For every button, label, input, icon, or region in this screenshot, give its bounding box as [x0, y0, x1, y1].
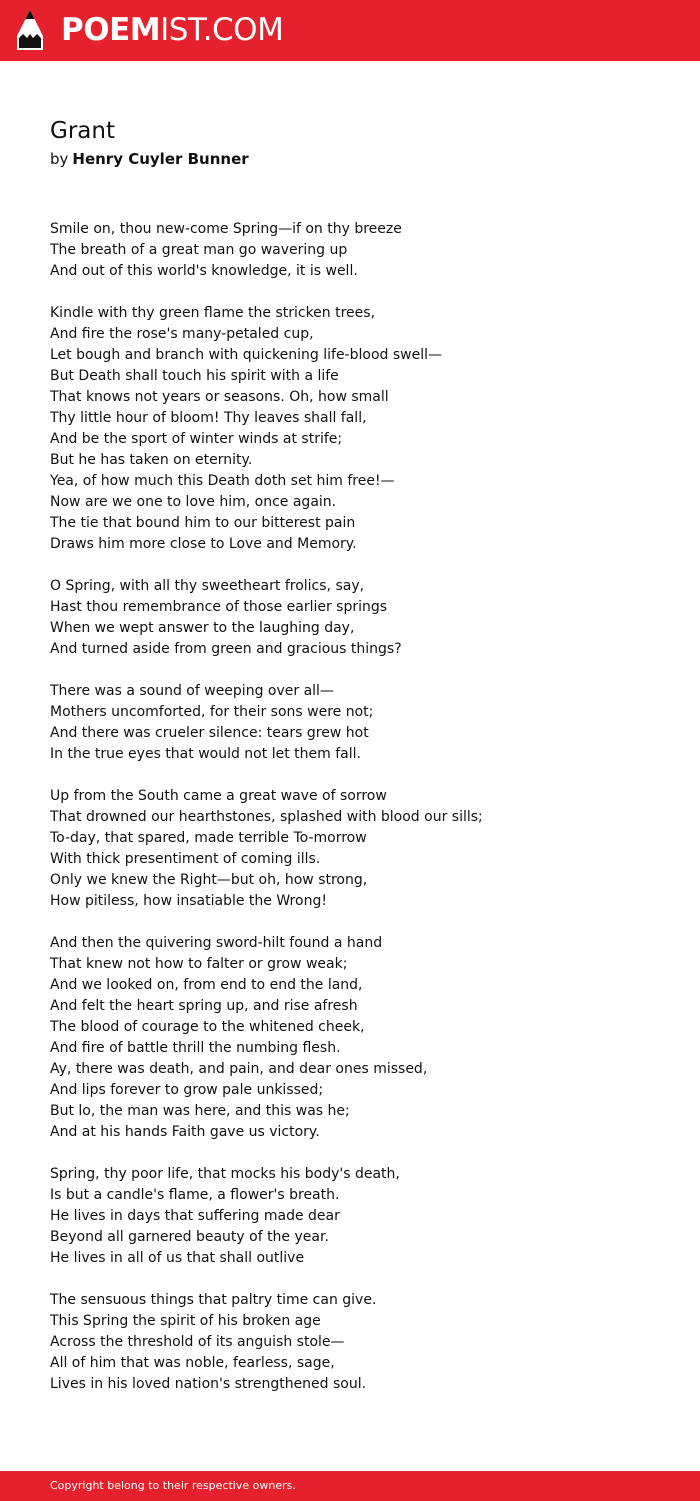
- poem-line: And at his hands Faith gave us victory.: [50, 1124, 320, 1140]
- poem-stanza: [50, 576, 670, 660]
- poem-line: Mothers uncomforted, for their sons were not;: [50, 704, 374, 720]
- poem-stanza: [50, 786, 670, 912]
- poem-line: Lives in his loved nation's strengthened soul.: [50, 1376, 367, 1392]
- poem-line: And be the sport of winter winds at strife;: [50, 431, 343, 447]
- poem-line: Only we knew the Right—but oh, how strong,: [50, 872, 368, 888]
- poem-line: And fire of battle thrill the numbing flesh.: [50, 1040, 341, 1056]
- poem-stanza: [50, 1290, 670, 1395]
- poem-line: That drowned our hearthstones, splashed with blood our sills;: [50, 809, 483, 825]
- pencil-tip-icon[interactable]: [16, 9, 44, 51]
- poem-title: Grant: [50, 118, 115, 144]
- poem-stanza: [50, 219, 670, 282]
- logo-light-text: IST.COM: [160, 12, 284, 48]
- poem-line: But Death shall touch his spirit with a life: [50, 368, 339, 384]
- poem-line: That knows not years or seasons. Oh, how small: [50, 389, 389, 405]
- poem-line: How pitiless, how insatiable the Wrong!: [50, 893, 327, 909]
- poem-line: But he has taken on eternity.: [50, 452, 253, 468]
- poem-byline: [50, 149, 249, 169]
- poem-line: But lo, the man was here, and this was he;: [50, 1103, 350, 1119]
- poem-line: Spring, thy poor life, that mocks his body's death,: [50, 1166, 400, 1182]
- poem-line: Now are we one to love him, once again.: [50, 494, 337, 510]
- poem-line: And lips forever to grow pale unkissed;: [50, 1082, 324, 1098]
- logo-bold-text: POEM: [61, 12, 161, 48]
- poem-stanza: [50, 933, 670, 1143]
- poem-line: O Spring, with all thy sweetheart frolics, say,: [50, 578, 365, 594]
- poem-line: And out of this world's knowledge, it is well.: [50, 263, 358, 279]
- poem-line: Beyond all garnered beauty of the year.: [50, 1229, 329, 1245]
- poem-line: The sensuous things that paltry time can give.: [50, 1292, 377, 1308]
- poem-line: And there was crueler silence: tears grew hot: [50, 725, 369, 741]
- poem-line: Across the threshold of its anguish stole—: [50, 1334, 345, 1350]
- poem-line: The breath of a great man go wavering up: [50, 242, 348, 258]
- site-logo[interactable]: [61, 12, 283, 48]
- poem-line: Let bough and branch with quickening life-blood swell—: [50, 347, 442, 363]
- poem-line: That knew not how to falter or grow weak;: [50, 956, 348, 972]
- byline-prefix: by: [50, 150, 69, 168]
- poem-line: He lives in days that suffering made dear: [50, 1208, 340, 1224]
- poem-line: Kindle with thy green flame the stricken trees,: [50, 305, 376, 321]
- poem-line: Up from the South came a great wave of sorrow: [50, 788, 387, 804]
- poem-line: Is but a candle's flame, a flower's breath.: [50, 1187, 340, 1203]
- poem-line: All of him that was noble, fearless, sage,: [50, 1355, 335, 1371]
- copyright-notice: Copyright belong to their respective owners.: [50, 1479, 296, 1492]
- poem-line: Hast thou remembrance of those earlier springs: [50, 599, 388, 615]
- poem-line: And turned aside from green and gracious things?: [50, 641, 402, 657]
- poem-line: When we wept answer to the laughing day,: [50, 620, 355, 636]
- poem-line: In the true eyes that would not let them fall.: [50, 746, 361, 762]
- poem-line: And felt the heart spring up, and rise afresh: [50, 998, 358, 1014]
- poem-stanza: [50, 681, 670, 765]
- poem-line: The tie that bound him to our bitterest pain: [50, 515, 356, 531]
- poem-line: This Spring the spirit of his broken age: [50, 1313, 321, 1329]
- poem-line: Thy little hour of bloom! Thy leaves shall fall,: [50, 410, 367, 426]
- poem-line: Yea, of how much this Death doth set him free!—: [50, 473, 395, 489]
- poem-line: Draws him more close to Love and Memory.: [50, 536, 357, 552]
- poem-line: Ay, there was death, and pain, and dear ones missed,: [50, 1061, 428, 1077]
- poem-line: The blood of courage to the whitened cheek,: [50, 1019, 365, 1035]
- poem-stanza: [50, 1164, 670, 1269]
- poem-line: Smile on, thou new-come Spring—if on thy breeze: [50, 221, 402, 237]
- poem-line: And we looked on, from end to end the land,: [50, 977, 363, 993]
- poem-line: To-day, that spared, made terrible To-morrow: [50, 830, 367, 846]
- poem-line: And fire the rose's many-petaled cup,: [50, 326, 314, 342]
- poem-line: He lives in all of us that shall outlive: [50, 1250, 305, 1266]
- poem-author: Henry Cuyler Bunner: [72, 150, 249, 168]
- poem-line: There was a sound of weeping over all—: [50, 683, 334, 699]
- site-footer: [0, 1471, 700, 1501]
- poem-line: With thick presentiment of coming ills.: [50, 851, 321, 867]
- poem-body: [50, 219, 670, 1416]
- poem-stanza: [50, 303, 670, 555]
- poem-line: And then the quivering sword-hilt found a hand: [50, 935, 383, 951]
- site-header: [0, 0, 700, 61]
